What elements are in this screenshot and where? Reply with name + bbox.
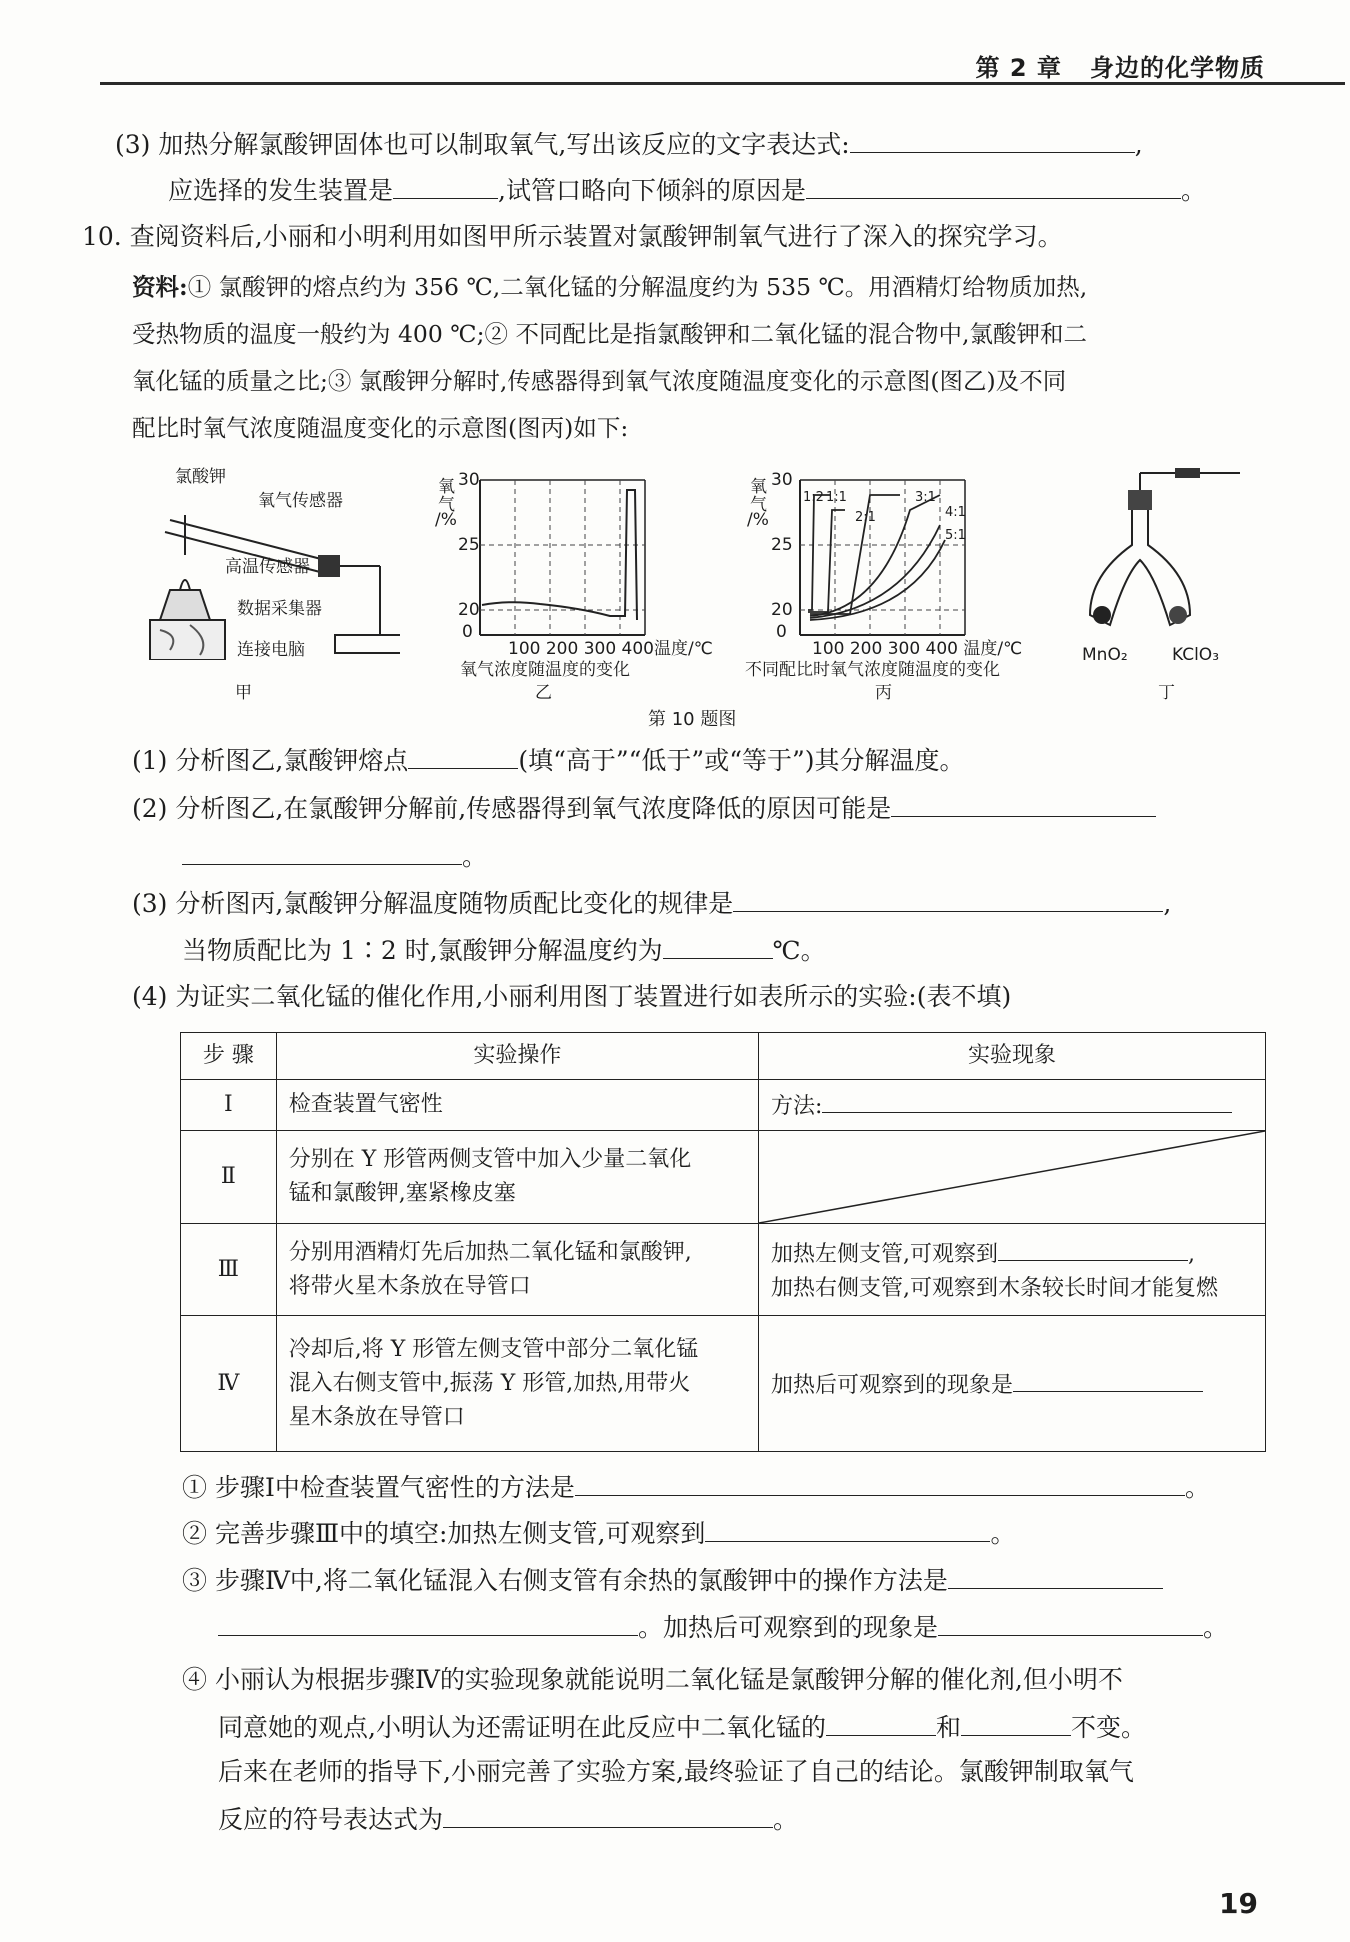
label-kclo3-ding: KClO₃: [1172, 645, 1220, 665]
header-step: 步 骤: [181, 1033, 277, 1080]
answer-blank[interactable]: [443, 1801, 773, 1828]
obs-4: 加热后可观察到的现象是: [758, 1316, 1265, 1452]
yi-tick-20: 20: [458, 600, 480, 620]
question-2-cont: 。: [182, 838, 487, 874]
resource-line-1: 资料:① 氯酸钾的熔点约为 356 ℃,二氧化锰的分解温度约为 535 ℃。用酒精灯给物质加热,: [132, 273, 1088, 301]
bing-tick-0: 0: [776, 622, 787, 642]
obs-1: 方法:: [758, 1080, 1265, 1131]
yi-ylabel-3: /%: [435, 510, 457, 530]
yi-tick-0: 0: [462, 622, 473, 642]
answer-blank[interactable]: [393, 172, 498, 199]
bing-ylabel-3: /%: [747, 510, 769, 530]
ratio-2-1: 2:1: [855, 510, 876, 525]
step-4: Ⅳ: [181, 1316, 277, 1452]
step-2: Ⅱ: [181, 1131, 277, 1224]
ratio-1-2: 1:2: [803, 490, 824, 505]
answer-blank[interactable]: [218, 1609, 638, 1636]
label-o2-sensor: 氧气传感器: [258, 491, 343, 511]
question-1: (1) 分析图乙,氯酸钾熔点 (填“高于”“低于”或“等于”)其分解温度。: [132, 742, 965, 778]
label-kclo3: 氯酸钾: [175, 467, 226, 487]
op-4: 冷却后,将 Y 形管左侧支管中部分二氧化锰 混入右侧支管中,振荡 Y 形管,加热,用带火 星木条放在导管口: [276, 1316, 758, 1452]
ratio-4-1: 4:1: [945, 505, 966, 520]
answer-blank[interactable]: [1013, 1365, 1203, 1392]
subq-4-line4: 反应的符号表达式为 。: [218, 1801, 798, 1837]
diagonal-line: [759, 1131, 1265, 1223]
resource-line-3: 氧化锰的质量之比;③ 氯酸钾分解时,传感器得到氧气浓度随温度变化的示意图(图乙)及不同: [132, 367, 1067, 395]
answer-blank[interactable]: [705, 1515, 990, 1542]
ratio-5-1: 5:1: [945, 528, 966, 543]
figure-jia-name: 甲: [235, 683, 252, 703]
yi-ylabel-2: 气: [438, 495, 455, 515]
answer-blank[interactable]: [961, 1709, 1071, 1736]
obs-3: 加热左侧支管,可观察到 , 加热右侧支管,可观察到木条较长时间才能复燃: [758, 1224, 1265, 1316]
bing-tick-25: 25: [771, 535, 793, 555]
subq-3: ③ 步骤Ⅳ中,将二氧化锰混入右侧支管有余热的氯酸钾中的操作方法是: [182, 1562, 1163, 1598]
chapter-header: [976, 48, 1266, 83]
obs-2-diagonal: [758, 1131, 1265, 1224]
yi-tick-30: 30: [458, 470, 480, 490]
q9-3-line2: 应选择的发生装置是 ,试管口略向下倾斜的原因是 。: [168, 172, 1206, 208]
answer-blank[interactable]: [938, 1609, 1203, 1636]
question-2: (2) 分析图乙,在氯酸钾分解前,传感器得到氧气浓度降低的原因可能是: [132, 790, 1156, 826]
ratio-1-1: 1:1: [826, 490, 847, 505]
resource-line-2: 受热物质的温度一般约为 400 ℃;② 不同配比是指氯酸钾和二氧化锰的混合物中,氯酸钾和二: [132, 320, 1087, 348]
subq-1: ① 步骤Ⅰ中检查装置气密性的方法是 。: [182, 1469, 1210, 1505]
figure-caption: 第 10 题图: [648, 709, 737, 730]
header-operation: 实验操作: [276, 1033, 758, 1080]
question-3b: 当物质配比为 1∶2 时,氯酸钾分解温度约为 ℃。: [182, 932, 826, 968]
label-mno2: MnO₂: [1082, 645, 1128, 665]
yi-xaxis: 100 200 300 400温度/℃: [508, 639, 713, 659]
bing-ylabel-2: 气: [750, 495, 767, 515]
answer-blank[interactable]: [806, 172, 1181, 199]
ratio-3-1: 3:1: [915, 490, 936, 505]
label-computer: 连接电脑: [237, 640, 305, 660]
answer-blank[interactable]: [575, 1469, 1185, 1496]
answer-blank[interactable]: [408, 742, 518, 769]
label-high-temp-sensor: 高温传感器: [225, 557, 310, 577]
bing-ylabel-1: 氧: [750, 477, 767, 497]
answer-blank[interactable]: [891, 790, 1156, 817]
chapter-number: 第 2 章: [975, 54, 1062, 82]
yi-title: 氧气浓度随温度的变化: [460, 660, 630, 680]
op-3: 分别用酒精灯先后加热二氧化锰和氯酸钾, 将带火星木条放在导管口: [276, 1224, 758, 1316]
answer-blank[interactable]: [733, 885, 1163, 912]
op-1: 检查装置气密性: [276, 1080, 758, 1131]
chapter-title: 身边的化学物质: [1090, 54, 1265, 82]
subq-4-line1: ④ 小丽认为根据步骤Ⅳ的实验现象就能说明二氧化锰是氯酸钾分解的催化剂,但小明不: [182, 1665, 1123, 1694]
figure-yi-chart: [470, 470, 650, 650]
question-3: (3) 分析图丙,氯酸钾分解温度随物质配比变化的规律是 ,: [132, 885, 1171, 921]
figure-ding-ytube: [1070, 465, 1260, 640]
yi-tick-25: 25: [458, 535, 480, 555]
subq-3-cont: 。加热后可观察到的现象是 。: [218, 1609, 1228, 1645]
question-4: (4) 为证实二氧化锰的催化作用,小丽利用图丁装置进行如表所示的实验:(表不填): [132, 982, 1012, 1011]
subq-4-line3: 后来在老师的指导下,小丽完善了实验方案,最终验证了自己的结论。氯酸钾制取氧气: [218, 1757, 1134, 1786]
subq-4-line2: 同意她的观点,小明认为还需证明在此反应中二氧化锰的 和 不变。: [218, 1709, 1146, 1745]
figure-ding-name: 丁: [1158, 683, 1175, 703]
q9-3-line1: (3) 加热分解氯酸钾固体也可以制取氧气,写出该反应的文字表达式: ,: [115, 126, 1143, 162]
answer-blank[interactable]: [182, 838, 462, 865]
experiment-table: [180, 1032, 1266, 1452]
answer-blank[interactable]: [998, 1234, 1188, 1261]
q10-stem: 10. 查阅资料后,小丽和小明利用如图甲所示装置对氯酸钾制氧气进行了深入的探究学习。: [82, 222, 1063, 251]
answer-blank[interactable]: [826, 1709, 936, 1736]
step-1: Ⅰ: [181, 1080, 277, 1131]
header-observation: 实验现象: [758, 1033, 1265, 1080]
bing-xaxis: 100 200 300 400 温度/℃: [812, 639, 1023, 659]
op-2: 分别在 Y 形管两侧支管中加入少量二氧化 锰和氯酸钾,塞紧橡皮塞: [276, 1131, 758, 1224]
step-3: Ⅲ: [181, 1224, 277, 1316]
label-data-collector: 数据采集器: [237, 599, 322, 619]
answer-blank[interactable]: [663, 932, 773, 959]
resource-line-4: 配比时氧气浓度随温度变化的示意图(图丙)如下:: [132, 414, 629, 442]
answer-blank[interactable]: [850, 126, 1135, 153]
answer-blank[interactable]: [948, 1562, 1163, 1589]
bing-tick-30: 30: [771, 470, 793, 490]
figure-yi-name: 乙: [535, 683, 552, 703]
subq-2: ② 完善步骤Ⅲ中的填空:加热左侧支管,可观察到 。: [182, 1515, 1015, 1551]
bing-title: 不同配比时氧气浓度随温度的变化: [745, 660, 1000, 680]
answer-blank[interactable]: [822, 1086, 1232, 1113]
figure-bing-name: 丙: [875, 683, 892, 703]
header-rule: [100, 82, 1345, 85]
yi-ylabel-1: 氧: [438, 477, 455, 497]
bing-tick-20: 20: [771, 600, 793, 620]
page-number: 19: [1219, 1887, 1258, 1920]
